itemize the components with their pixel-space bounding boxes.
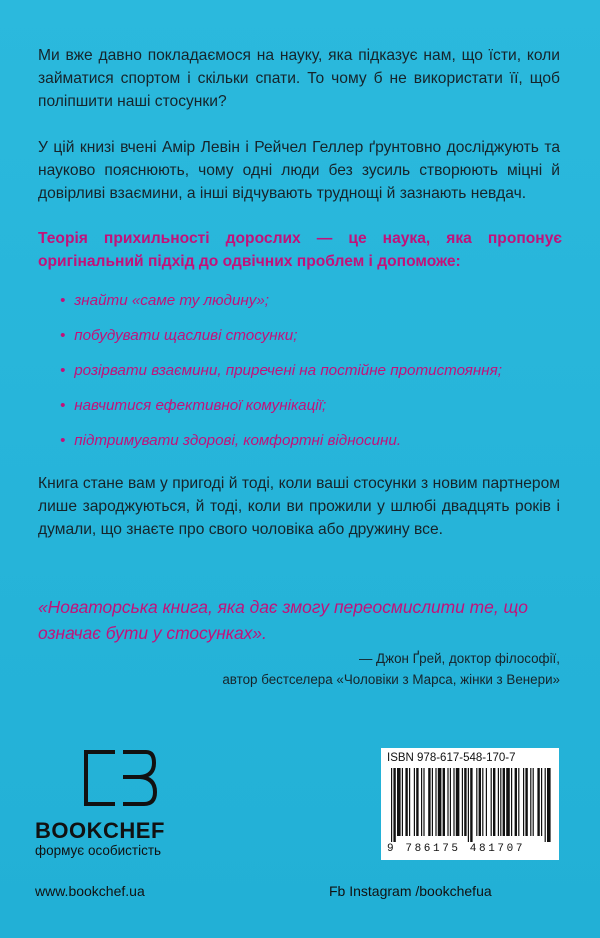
barcode-bar [547,768,551,842]
barcode-bar [464,768,466,836]
barcode-bar [511,768,512,836]
barcode-bar [391,768,392,842]
barcode-bar [435,768,436,836]
barcode-bar [523,768,524,836]
barcode-bar [414,768,415,836]
isbn-barcode [381,748,559,860]
barcode-bar [493,768,495,836]
barcode-bar [450,768,451,836]
barcode-bar [462,768,463,836]
barcode-bar [537,768,539,836]
list-item: • побудувати щасливі стосунки; [60,327,298,344]
barcode-bar [423,768,424,836]
isbn-number: ISBN 978-617-548-170-7 [387,752,516,764]
barcode-bar [518,768,519,836]
barcode-bar [530,768,531,836]
blurb-paragraph-3: Книга стане вам у пригоді й тоді, коли ваші стосунки з новим партнером лише зароджуються, й тоді, коли ви прожили у шлюбі двадцять років і думали, що знаєте про свого чоловіка або дружину все. [38,475,560,538]
barcode-bar [503,768,505,836]
barcode-bar [438,768,442,836]
barcode-bar [506,768,510,836]
barcode-bar [393,768,395,842]
barcode-bar [432,768,433,836]
barcode-bar [545,768,546,842]
barcode-bar [498,768,499,836]
barcode-bar [402,768,403,836]
blurb-paragraph-1: Ми вже давно покладаємося на науку, яка підказує нам, що їсти, коли займатися спортом і скільки спати. То чому б не використати її, щоб поліпшити наші стосунки? [38,47,560,110]
barcode-bar [486,768,487,836]
list-item: • підтримувати здорові, комфортні відносини. [60,432,402,449]
barcode-bar [453,768,454,836]
barcode-bar [500,768,501,836]
list-item: • розірвати взаємини, приречені на постійне протистояння; [60,362,502,379]
ean-digits: 9 786175 481707 [387,843,526,855]
barcode-bar [525,768,527,836]
barcode-bar [456,768,460,836]
barcode-bar [515,768,517,836]
publisher-logo-icon [82,748,158,808]
barcode-bars [387,768,553,842]
benefit-list [60,290,502,465]
barcode-bar [491,768,492,836]
barcode-bar [428,768,430,836]
publisher-name: BOOKCHEF [35,818,165,843]
barcode-bar [397,768,401,836]
publisher-social-handles[interactable]: Fb Instagram /bookchefua [329,883,492,899]
publisher-website-link[interactable]: www.bookchef.ua [35,883,145,899]
barcode-bar [416,768,418,836]
barcode-bar [470,768,472,842]
barcode-bar [476,768,477,836]
attribution-credential: автор бестселера «Чоловіки з Марса, жінки з Венери» [222,672,560,687]
quote-attribution [222,648,560,690]
list-item: • знайти «саме ту людину»; [60,292,270,309]
list-item: • навчитися ефективної комунікації; [60,397,327,414]
barcode-bar [443,768,445,836]
blurb-paragraph-2: У цій книзі вчені Амір Левін і Рейчел Геллер ґрунтовно досліджують та науково пояснюють, чому одні люди без зусиль створюють міцні й довірливі взаємини, а інші відчувають труднощі й зазнають невдач. [38,139,560,202]
barcode-bar [468,768,469,842]
barcode-bar [482,768,483,836]
barcode-bar [409,768,410,836]
publisher-tagline: формує особистість [35,843,162,858]
barcode-bar [421,768,422,836]
barcode-bar [533,768,534,836]
barcode-bar [447,768,448,836]
highlight-lead: Теорія прихильності дорослих — це наука, яка пропонує оригінальний підхід до одвічних проблем і допоможе: [38,230,562,270]
barcode-bar [405,768,407,836]
attribution-author: — Джон Ґрей, доктор філософії, [358,651,560,666]
barcode-bar [479,768,481,836]
barcode-bar [541,768,542,836]
review-quote: «Новаторська книга, яка дає змогу переосмислити те, що означає бути у стосунках». [38,597,528,643]
